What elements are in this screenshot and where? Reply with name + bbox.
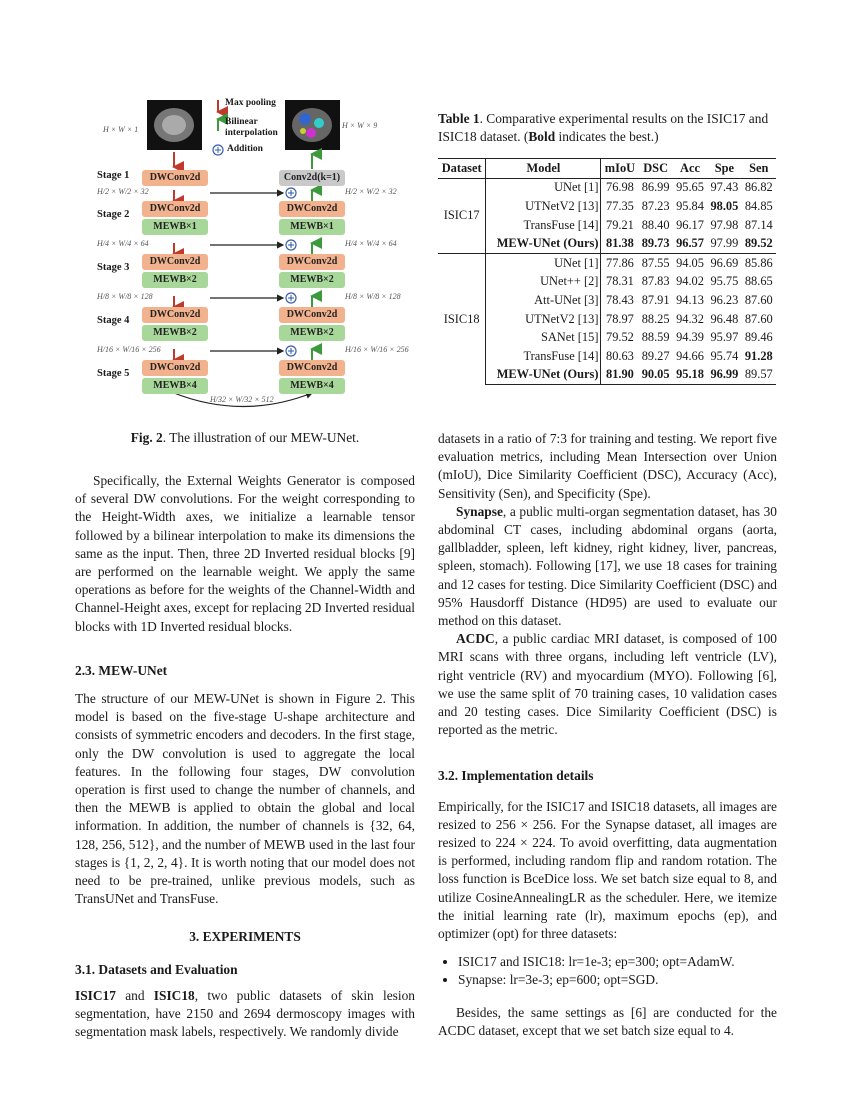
metric-cell: 95.97	[710, 330, 739, 345]
stage-1-label: Stage 1	[97, 170, 130, 181]
output-dim: H × W × 9	[342, 121, 378, 130]
table-caption-label: Table 1	[438, 111, 480, 126]
figure-lines	[75, 95, 415, 415]
section-2-3-heading: 2.3. MEW-UNet	[75, 662, 168, 678]
metric-cell: 88.59	[641, 330, 670, 345]
header-dataset: Dataset	[438, 159, 486, 179]
metric-cell: 96.23	[710, 292, 739, 307]
table-row	[438, 291, 776, 310]
enc-mewb-5: MEWB×4	[142, 378, 208, 394]
dec-dim-1: H/2 × W/2 × 32	[345, 187, 397, 196]
metric-cell: 96.69	[707, 253, 741, 272]
enc-dwconv-3: DWConv2d	[142, 254, 208, 270]
table-row	[438, 178, 776, 197]
acdc-paragraph	[438, 630, 777, 739]
dataset-cell: ISIC18	[438, 253, 486, 384]
model-cell: TransFuse [14]	[486, 347, 601, 366]
figure-caption	[75, 430, 415, 446]
model-cell: UNet [1]	[486, 178, 601, 197]
datasets-text: , two public datasets of skin lesion segmentation, have 2150 and 2694 dermoscopy images with segmentation mask labels, respectively. We randomly divide	[75, 987, 415, 1040]
metric-cell: 89.52	[744, 236, 773, 251]
model-cell: MEW-UNet (Ours)	[486, 366, 601, 385]
metric-cell: 97.98	[710, 217, 739, 232]
table-row	[438, 347, 776, 366]
enc-dwconv-1: DWConv2d	[142, 170, 208, 186]
enc-dim-2: H/4 × W/4 × 64	[97, 239, 149, 248]
acdc-settings-paragraph: Besides, the same settings as [6] are conducted for the ACDC dataset, except that we set batch size equal to 4.	[438, 1004, 777, 1038]
metric-cell: 87.83	[641, 274, 670, 289]
metric-cell: 78.97	[606, 311, 634, 326]
metric-cell: 94.02	[676, 274, 704, 289]
metric-cell: 77.35	[606, 198, 634, 213]
hyperparam-item-isic: • ISIC17 and ISIC18: lr=1e-3; ep=300; opt=AdamW.	[458, 953, 777, 971]
acdc-text: , a public cardiac MRI dataset, is composed of 100 MRI scans with three organs, including left ventricle (LV), right ventricle (RV) and myocardium (MYO). Following [6], we use the same split of 70 training cases, 10 validation cases and 20 testing cases. Dice Similarity Coefficient (DSC) is reported as the metric.	[438, 631, 777, 738]
isic17-term: ISIC17	[75, 987, 116, 1003]
metric-cell: 84.85	[744, 198, 773, 213]
metric-cell: 86.82	[742, 178, 776, 197]
hyperparam-list	[438, 953, 777, 989]
table-caption-end: indicates the best.)	[555, 129, 659, 145]
metric-cell: 86.99	[638, 178, 672, 197]
metric-cell: 87.14	[744, 217, 773, 232]
metric-cell: 96.57	[676, 236, 704, 251]
dec-mewb-2: MEWB×1	[279, 219, 345, 235]
metric-cell: 87.23	[641, 198, 670, 213]
header-model: Model	[486, 159, 601, 179]
dec-mewb-4: MEWB×2	[279, 325, 345, 341]
legend-addition: Addition	[227, 144, 263, 154]
enc-mewb-4: MEWB×2	[142, 325, 208, 341]
stage-5-label: Stage 5	[97, 368, 130, 379]
model-cell: MEW-UNet (Ours)	[486, 234, 601, 253]
enc-mewb-3: MEWB×2	[142, 272, 208, 288]
dec-mewb-5: MEWB×4	[279, 378, 345, 394]
enc-dim-4: H/16 × W/16 × 256	[97, 345, 161, 354]
legend-max-pooling: Max pooling	[225, 98, 276, 108]
stage-2-label: Stage 2	[97, 209, 130, 220]
model-cell: UNet++ [2]	[486, 273, 601, 292]
metric-cell: 94.39	[676, 330, 704, 345]
table-header-row	[438, 159, 776, 179]
results-table	[438, 158, 776, 385]
metric-cell: 79.21	[606, 217, 634, 232]
bottom-dim: H/32 × W/32 × 512	[210, 395, 274, 404]
metric-cell: 94.13	[676, 292, 704, 307]
header-sen: Sen	[742, 159, 776, 179]
metric-cell: 76.98	[601, 178, 639, 197]
table-caption-text: . Comparative experimental results on the ISIC17 and ISIC18 dataset. (	[438, 111, 769, 145]
metric-cell: 81.38	[606, 236, 634, 251]
isic18-term: ISIC18	[153, 987, 195, 1003]
header-acc: Acc	[673, 159, 707, 179]
figure-caption-text: . The illustration of our MEW-UNet.	[162, 430, 360, 445]
metrics-paragraph: datasets in a ratio of 7:3 for training and testing. We report five evaluation metrics, including Mean Intersection over Union (mIoU), Dice Similarity Coefficient (DSC), Accuracy (Acc), Sensitivity (Sen), and Specificity (Spe).	[438, 431, 777, 501]
architecture-figure	[75, 95, 415, 415]
stage-3-label: Stage 3	[97, 262, 130, 273]
table-row	[438, 273, 776, 292]
ewg-paragraph: Specifically, the External Weights Generator is composed of several DW convolutions. For the weight corresponding to the Height-Width axes, we initialize a learnable tensor followed by a bilinear interpolation to make its dimensions the same as the input. Then, three 2D Inverted residual blocks [9] are performed on the learnable weight. We apply the same operations as before for the weights of the Channel-Width and Channel-Height axes, except for replacing 2D Inverted residual blocks with 1D Inverted residual blocks.	[75, 473, 415, 634]
datasets-paragraph	[75, 987, 415, 1042]
metric-cell: 89.73	[641, 236, 670, 251]
model-cell: UNet [1]	[486, 253, 601, 272]
enc-dim-3: H/8 × W/8 × 128	[97, 292, 153, 301]
dec-dwconv-4: DWConv2d	[279, 307, 345, 323]
table-row	[438, 234, 776, 253]
metric-cell: 95.84	[676, 198, 704, 213]
metric-cell: 88.40	[641, 217, 670, 232]
model-cell: Att-UNet [3]	[486, 291, 601, 310]
model-cell: SANet [15]	[486, 328, 601, 347]
table-row	[438, 328, 776, 347]
metric-cell: 77.86	[601, 253, 639, 272]
metric-cell: 87.60	[744, 292, 773, 307]
metric-cell: 87.55	[638, 253, 672, 272]
metric-cell: 96.48	[710, 311, 739, 326]
synapse-text: , a public multi-organ segmentation dataset, has 30 abdominal CT cases, including abdominal organs (aorta, gallbladder, spleen, left kidney, right kidney, liver, pancreas, spleen, stomach). Following [17], we use 18 cases for training and 12 cases for testing. Dice Similarity Coefficient (DSC) and 95% Hausdorff Distance (HD95) are used to evaluate our method on this dataset.	[438, 503, 777, 629]
metric-cell: 94.32	[676, 311, 704, 326]
implementation-paragraph: Empirically, for the ISIC17 and ISIC18 datasets, all images are resized to 256 × 256. For the Synapse dataset, all images are resized to 224 × 224. To avoid overfitting, data augmentation is performed, including random flip and random rotation. The loss function is BceDice loss. We set batch size equal to 8, and utilize CosineAnnealingLR as the scheduler. Here, we itemize the initial learning rate (lr), maximum epochs (ep), and optimizer (opt) for three datasets:	[438, 798, 777, 942]
datasets-and: and	[115, 987, 154, 1003]
figure-caption-label: Fig. 2	[130, 430, 163, 445]
dec-dwconv-5: DWConv2d	[279, 360, 345, 376]
synapse-term: Synapse	[456, 503, 503, 519]
stage-4-label: Stage 4	[97, 315, 130, 326]
metric-cell: 88.65	[744, 274, 773, 289]
model-cell: UTNetV2 [13]	[486, 310, 601, 329]
metric-cell: 96.17	[676, 217, 704, 232]
metric-cell: 88.25	[641, 311, 670, 326]
header-dsc: DSC	[638, 159, 672, 179]
metric-cell: 89.46	[744, 330, 773, 345]
hyperparam-item-synapse: • Synapse: lr=3e-3; ep=600; opt=SGD.	[458, 971, 777, 989]
dataset-cell: ISIC17	[438, 178, 486, 253]
mewunet-paragraph: The structure of our MEW-UNet is shown in Figure 2. This model is based on the five-stage U-shape architecture and consists of symmetric encoders and decoders. In the first stage, only the DW convolution is used to aggregate the local features. In the following four stages, DW convolution operation is first used to change the number of channels, and then the MEWB is applied to obtain the global and local information. In addition, the number of channels is {32, 64, 128, 256, 512}, and the number of MEWB used in the last four stages is {1, 2, 2, 4}. It is worth noting that our model does not need to be pre-trained, unlike previous models, such as TransUNet and TransFuse.	[75, 691, 415, 907]
metric-cell: 87.60	[744, 311, 773, 326]
metric-cell: 78.43	[606, 292, 634, 307]
metric-cell: 97.99	[710, 236, 739, 251]
enc-dwconv-5: DWConv2d	[142, 360, 208, 376]
table-row	[438, 310, 776, 329]
metric-cell: 98.05	[710, 198, 739, 213]
dec-dwconv-2: DWConv2d	[279, 201, 345, 217]
enc-dwconv-4: DWConv2d	[142, 307, 208, 323]
legend-bilinear: Bilinear interpolation	[225, 117, 278, 138]
metric-cell: 87.91	[641, 292, 670, 307]
metric-cell: 94.05	[673, 253, 707, 272]
right-column	[438, 430, 777, 1040]
dec-dim-2: H/4 × W/4 × 64	[345, 239, 397, 248]
table-caption-bold: Bold	[528, 129, 556, 145]
acdc-term: ACDC	[456, 631, 495, 647]
metric-cell: 95.18	[673, 366, 707, 385]
metric-cell: 95.74	[710, 348, 739, 363]
enc-dim-1: H/2 × W/2 × 32	[97, 187, 149, 196]
model-cell: UTNetV2 [13]	[486, 197, 601, 216]
metric-cell: 89.57	[742, 366, 776, 385]
metric-cell: 81.90	[601, 366, 639, 385]
dec-dim-4: H/16 × W/16 × 256	[345, 345, 409, 354]
input-dim: H × W × 1	[103, 125, 139, 134]
metric-cell: 89.27	[641, 348, 670, 363]
dec-mewb-3: MEWB×2	[279, 272, 345, 288]
table-row	[438, 216, 776, 235]
dec-conv-out: Conv2d(k=1)	[279, 170, 345, 186]
section-3-heading: 3. EXPERIMENTS	[189, 929, 301, 945]
table-row	[438, 197, 776, 216]
table-row	[438, 253, 776, 272]
metric-cell: 95.65	[673, 178, 707, 197]
table-body	[438, 178, 776, 385]
metric-cell: 80.63	[606, 348, 634, 363]
metric-cell: 94.66	[676, 348, 704, 363]
synapse-paragraph	[438, 503, 777, 630]
enc-mewb-2: MEWB×1	[142, 219, 208, 235]
dec-dim-3: H/8 × W/8 × 128	[345, 292, 401, 301]
metric-cell: 95.75	[710, 274, 739, 289]
section-3-1-heading: 3.1. Datasets and Evaluation	[75, 961, 238, 977]
enc-dwconv-2: DWConv2d	[142, 201, 208, 217]
table-caption	[438, 110, 778, 146]
left-column	[75, 472, 415, 1041]
section-3-2-heading: 3.2. Implementation details	[438, 768, 594, 784]
metric-cell: 91.28	[744, 348, 773, 363]
header-spe: Spe	[707, 159, 741, 179]
metric-cell: 85.86	[742, 253, 776, 272]
dec-dwconv-3: DWConv2d	[279, 254, 345, 270]
model-cell: TransFuse [14]	[486, 216, 601, 235]
header-miou: mIoU	[601, 159, 639, 179]
metric-cell: 97.43	[707, 178, 741, 197]
table-row	[438, 366, 776, 385]
metric-cell: 90.05	[638, 366, 672, 385]
metric-cell: 78.31	[606, 274, 634, 289]
metric-cell: 79.52	[606, 330, 634, 345]
metric-cell: 96.99	[707, 366, 741, 385]
